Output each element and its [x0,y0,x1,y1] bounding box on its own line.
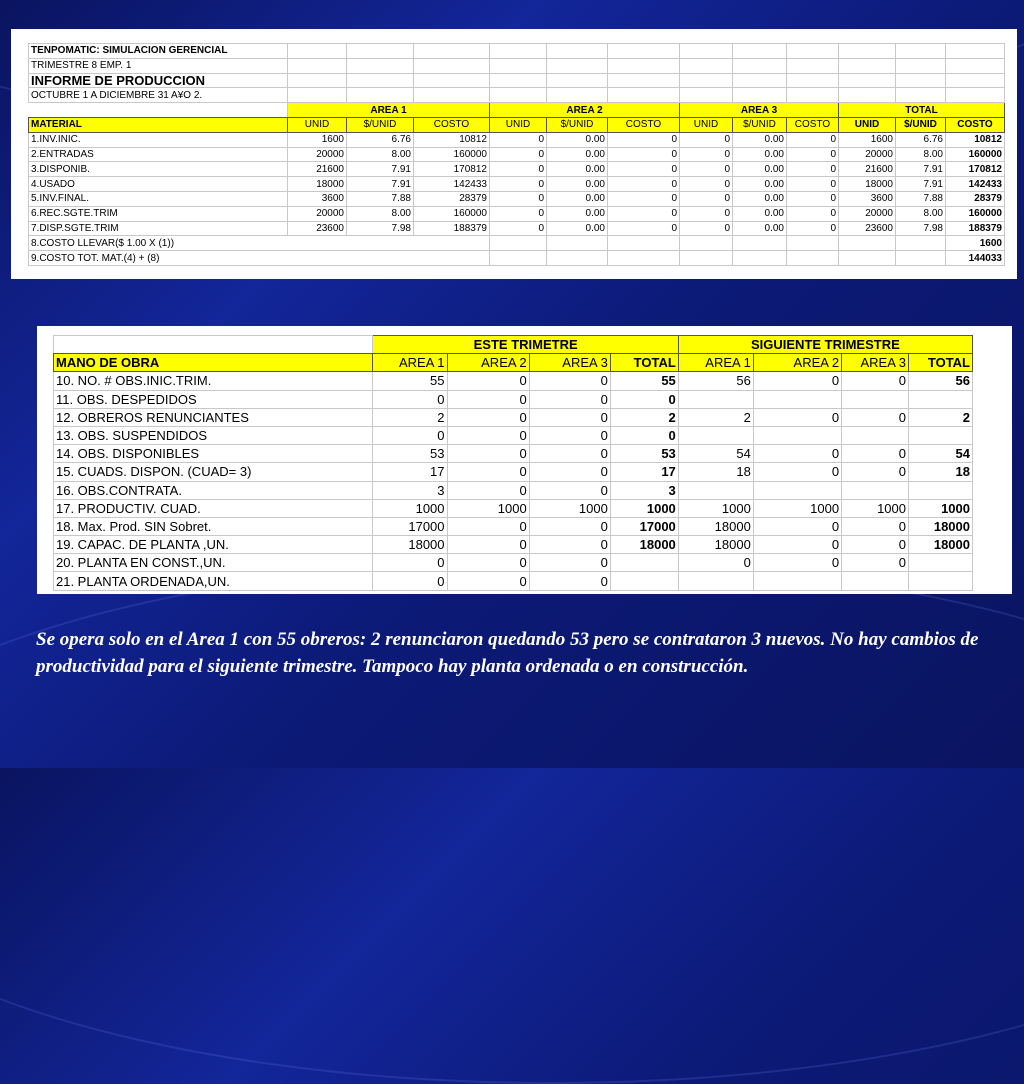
row-label: 21. PLANTA ORDENADA,UN. [54,572,373,590]
table-cell: 10812 [414,132,490,147]
row-label: 16. OBS.CONTRATA. [54,481,373,499]
row-label: 13. OBS. SUSPENDIDOS [54,426,373,444]
group-header-row [54,336,973,354]
table-cell [909,572,973,590]
table-cell: 2 [373,408,447,426]
table-row [54,426,973,444]
table-row [54,463,973,481]
labor-header: MANO DE OBRA [54,354,373,372]
table-cell: 7.88 [896,191,946,206]
table-cell: 0 [753,463,841,481]
table-cell: 55 [373,372,447,390]
table-cell: 21600 [839,162,896,177]
report-title-row [29,44,1005,59]
column-header: TOTAL [909,354,973,372]
table-cell: 20000 [288,147,347,162]
table-cell: 0 [608,206,680,221]
production-report-panel [11,29,1017,279]
table-cell: 0 [680,206,733,221]
table-cell: 0.00 [733,221,787,236]
table-cell: 3600 [839,191,896,206]
table-cell: 23600 [839,221,896,236]
table-cell: 0 [680,147,733,162]
table-cell: 0.00 [547,206,608,221]
table-row [54,554,973,572]
table-cell: 0 [529,426,610,444]
table-cell: 8.00 [347,147,414,162]
area-header: AREA 3 [680,103,839,118]
table-cell: 8.00 [896,206,946,221]
table-cell: 0 [447,426,529,444]
table-row [29,221,1005,236]
table-cell [753,390,841,408]
column-header-row [54,354,973,372]
table-cell: 0 [787,221,839,236]
row-label: 2.ENTRADAS [29,147,288,162]
table-cell: 0 [608,191,680,206]
table-cell: 142433 [414,177,490,192]
table-row [54,536,973,554]
table-cell: 188379 [414,221,490,236]
table-cell [610,572,678,590]
table-cell: 0 [787,191,839,206]
table-row [54,372,973,390]
table-cell: 0 [447,517,529,535]
table-cell: 0.00 [547,191,608,206]
table-cell: 0 [842,536,909,554]
area-header: AREA 1 [288,103,490,118]
row-label: 7.DISP.SGTE.TRIM [29,221,288,236]
table-cell: 18000 [610,536,678,554]
table-cell: 0 [490,206,547,221]
carry-cost-value: 1600 [946,236,1005,251]
table-cell: 0 [680,177,733,192]
table-cell: 0.00 [547,162,608,177]
table-cell: 7.91 [347,162,414,177]
table-row [29,236,1005,251]
table-cell: 0 [447,445,529,463]
table-cell: 0 [842,408,909,426]
table-cell: 18000 [678,536,753,554]
table-cell: 0 [447,408,529,426]
table-cell: 20000 [839,206,896,221]
table-cell [753,481,841,499]
table-cell: 0 [610,426,678,444]
table-row [54,408,973,426]
table-cell: 1000 [909,499,973,517]
table-cell [678,426,753,444]
table-cell: 0 [529,554,610,572]
table-cell: 1000 [447,499,529,517]
table-cell: 0 [608,177,680,192]
table-cell: 3600 [288,191,347,206]
table-cell: 160000 [414,147,490,162]
table-cell: 1600 [288,132,347,147]
area-header-row [29,103,1005,118]
table-cell: 0 [529,463,610,481]
table-cell: 0.00 [733,206,787,221]
table-row [54,390,973,408]
row-label: 8.COSTO LLEVAR($ 1.00 X (1)) [29,236,490,251]
column-header: $/UNID [733,117,787,132]
row-label: 20. PLANTA EN CONST.,UN. [54,554,373,572]
report-heading: INFORME DE PRODUCCION [29,73,288,88]
table-cell: 0 [787,177,839,192]
column-header: AREA 1 [678,354,753,372]
table-cell: 8.00 [896,147,946,162]
table-cell: 18000 [678,517,753,535]
table-cell: 0 [842,372,909,390]
table-cell: 0 [753,536,841,554]
table-cell: 1000 [373,499,447,517]
table-cell: 0 [842,445,909,463]
table-cell: 0 [490,191,547,206]
table-cell: 28379 [946,191,1005,206]
table-row [29,177,1005,192]
row-label: 15. CUADS. DISPON. (CUAD= 3) [54,463,373,481]
column-header: UNID [288,117,347,132]
column-header: AREA 2 [753,354,841,372]
table-cell: 0 [529,445,610,463]
table-cell: 0 [529,408,610,426]
table-cell: 8.00 [347,206,414,221]
table-cell: 0 [490,177,547,192]
table-cell [678,390,753,408]
row-label: 9.COSTO TOT. MAT.(4) + (8) [29,251,490,266]
column-header: AREA 3 [529,354,610,372]
table-cell: 0 [753,445,841,463]
column-header: $/UNID [547,117,608,132]
table-cell [678,481,753,499]
table-cell: 0 [608,221,680,236]
table-cell: 0 [447,554,529,572]
row-label: 10. NO. # OBS.INIC.TRIM. [54,372,373,390]
table-row [54,517,973,535]
table-cell: 0.00 [547,147,608,162]
table-cell: 7.91 [347,177,414,192]
column-header: COSTO [946,117,1005,132]
table-cell [842,572,909,590]
table-cell: 0 [680,132,733,147]
table-row [54,481,973,499]
table-cell: 53 [610,445,678,463]
labor-table [53,335,973,591]
table-cell: 0 [447,372,529,390]
table-cell: 0 [753,517,841,535]
table-cell: 0 [787,147,839,162]
table-cell: 2 [610,408,678,426]
table-cell: 0 [787,162,839,177]
column-header: $/UNID [347,117,414,132]
table-cell [842,426,909,444]
row-label: 17. PRODUCTIV. CUAD. [54,499,373,517]
table-cell: 7.98 [896,221,946,236]
report-period-row [29,88,1005,103]
table-cell: 2 [909,408,973,426]
table-cell: 0 [529,390,610,408]
table-cell: 0 [753,408,841,426]
table-cell: 18000 [288,177,347,192]
table-cell: 142433 [946,177,1005,192]
table-cell: 3 [610,481,678,499]
material-header: MATERIAL [29,117,288,132]
table-cell: 0 [608,147,680,162]
table-cell: 0 [447,390,529,408]
caption-text: Se opera solo en el Area 1 con 55 obreros: 2 renunciaron quedando 53 pero se contrataron 3 nuevos. No hay cambios de productividad para el siguiente trimestre. Tampoco hay planta ordenada o en construcción. [36,629,979,677]
production-report-table [28,43,1005,266]
table-cell: 0 [373,426,447,444]
table-cell: 170812 [946,162,1005,177]
table-cell: 21600 [288,162,347,177]
table-cell: 0 [787,206,839,221]
table-cell: 17 [373,463,447,481]
table-cell: 0 [529,536,610,554]
table-cell: 17 [610,463,678,481]
area-header: AREA 2 [490,103,680,118]
column-header: COSTO [608,117,680,132]
table-cell: 0 [680,221,733,236]
table-cell: 10812 [946,132,1005,147]
group-header: ESTE TRIMETRE [373,336,678,354]
table-cell: 18 [678,463,753,481]
table-cell: 0 [529,517,610,535]
report-subtitle-row [29,58,1005,73]
table-cell: 0 [490,221,547,236]
row-label: 12. OBREROS RENUNCIANTES [54,408,373,426]
row-label: 19. CAPAC. DE PLANTA ,UN. [54,536,373,554]
table-cell: 56 [678,372,753,390]
column-header: $/UNID [896,117,946,132]
table-cell: 7.88 [347,191,414,206]
column-header: COSTO [787,117,839,132]
row-label: 18. Max. Prod. SIN Sobret. [54,517,373,535]
row-label: 1.INV.INIC. [29,132,288,147]
row-label: 4.USADO [29,177,288,192]
table-row [29,206,1005,221]
table-cell: 18 [909,463,973,481]
row-label: 3.DISPONIB. [29,162,288,177]
table-cell: 0 [753,372,841,390]
table-cell: 55 [610,372,678,390]
column-header: AREA 3 [842,354,909,372]
table-cell: 18000 [373,536,447,554]
table-cell: 18000 [839,177,896,192]
table-cell [909,554,973,572]
table-cell: 0 [842,554,909,572]
table-cell: 0 [842,517,909,535]
row-label: 11. OBS. DESPEDIDOS [54,390,373,408]
table-cell: 1000 [842,499,909,517]
table-cell: 0 [678,554,753,572]
row-label: 14. OBS. DISPONIBLES [54,445,373,463]
table-cell: 7.98 [347,221,414,236]
table-cell: 53 [373,445,447,463]
table-cell: 28379 [414,191,490,206]
column-header: AREA 2 [447,354,529,372]
table-cell: 0 [529,481,610,499]
table-cell: 170812 [414,162,490,177]
table-cell: 20000 [839,147,896,162]
table-row [29,132,1005,147]
table-cell: 160000 [946,147,1005,162]
table-cell: 0 [680,191,733,206]
table-cell: 17000 [610,517,678,535]
table-cell: 1000 [610,499,678,517]
column-header: UNID [839,117,896,132]
table-cell [610,554,678,572]
row-label: 6.REC.SGTE.TRIM [29,206,288,221]
table-cell: 6.76 [896,132,946,147]
table-cell: 0.00 [547,177,608,192]
report-period: OCTUBRE 1 A DICIEMBRE 31 A¥O 2. [29,88,288,103]
row-label: 5.INV.FINAL. [29,191,288,206]
table-row [29,251,1005,266]
table-cell: 0 [529,372,610,390]
area-header: TOTAL [839,103,1005,118]
table-cell [909,390,973,408]
table-cell: 0 [610,390,678,408]
table-cell: 0 [490,147,547,162]
labor-panel [37,326,1012,594]
total-material-cost-value: 144033 [946,251,1005,266]
column-header-row [29,117,1005,132]
table-cell: 20000 [288,206,347,221]
table-cell: 2 [678,408,753,426]
table-row [29,191,1005,206]
column-header: UNID [490,117,547,132]
table-cell: 1000 [529,499,610,517]
table-row [54,445,973,463]
table-cell: 160000 [414,206,490,221]
table-cell: 0.00 [733,147,787,162]
table-cell: 0 [447,572,529,590]
table-cell: 0 [447,481,529,499]
table-cell: 7.91 [896,177,946,192]
table-cell: 1600 [839,132,896,147]
table-cell: 7.91 [896,162,946,177]
column-header: AREA 1 [373,354,447,372]
table-cell: 54 [909,445,973,463]
table-row [54,499,973,517]
table-cell: 0 [373,572,447,590]
report-subtitle: TRIMESTRE 8 EMP. 1 [29,58,288,73]
table-cell: 0 [373,554,447,572]
table-cell [909,481,973,499]
table-cell: 18000 [909,536,973,554]
table-cell: 0.00 [733,162,787,177]
table-cell: 0 [447,536,529,554]
table-cell [678,572,753,590]
table-cell: 0 [490,132,547,147]
table-cell [909,426,973,444]
table-cell: 0 [529,572,610,590]
table-row [29,162,1005,177]
report-heading-row [29,73,1005,88]
table-cell: 0 [447,463,529,481]
table-cell: 6.76 [347,132,414,147]
table-cell: 0.00 [547,132,608,147]
table-cell [753,426,841,444]
table-cell: 0 [490,162,547,177]
table-row [54,572,973,590]
table-cell: 0 [842,463,909,481]
table-cell [842,481,909,499]
group-header: SIGUIENTE TRIMESTRE [678,336,972,354]
table-cell: 18000 [909,517,973,535]
table-cell: 0 [753,554,841,572]
table-cell: 1000 [678,499,753,517]
table-cell: 188379 [946,221,1005,236]
column-header: TOTAL [610,354,678,372]
table-cell: 56 [909,372,973,390]
table-cell: 0.00 [733,132,787,147]
table-cell: 0 [680,162,733,177]
table-cell: 23600 [288,221,347,236]
table-cell: 0.00 [733,191,787,206]
table-cell: 0 [608,132,680,147]
table-cell: 0.00 [547,221,608,236]
table-cell: 0 [787,132,839,147]
report-title: TENPOMATIC: SIMULACION GERENCIAL [29,44,288,59]
table-cell: 3 [373,481,447,499]
table-cell: 54 [678,445,753,463]
table-cell [842,390,909,408]
table-row [29,147,1005,162]
table-cell: 1000 [753,499,841,517]
table-cell: 17000 [373,517,447,535]
table-cell [753,572,841,590]
table-cell: 0 [608,162,680,177]
table-cell: 160000 [946,206,1005,221]
column-header: COSTO [414,117,490,132]
table-cell: 0 [373,390,447,408]
table-cell: 0.00 [733,177,787,192]
column-header: UNID [680,117,733,132]
